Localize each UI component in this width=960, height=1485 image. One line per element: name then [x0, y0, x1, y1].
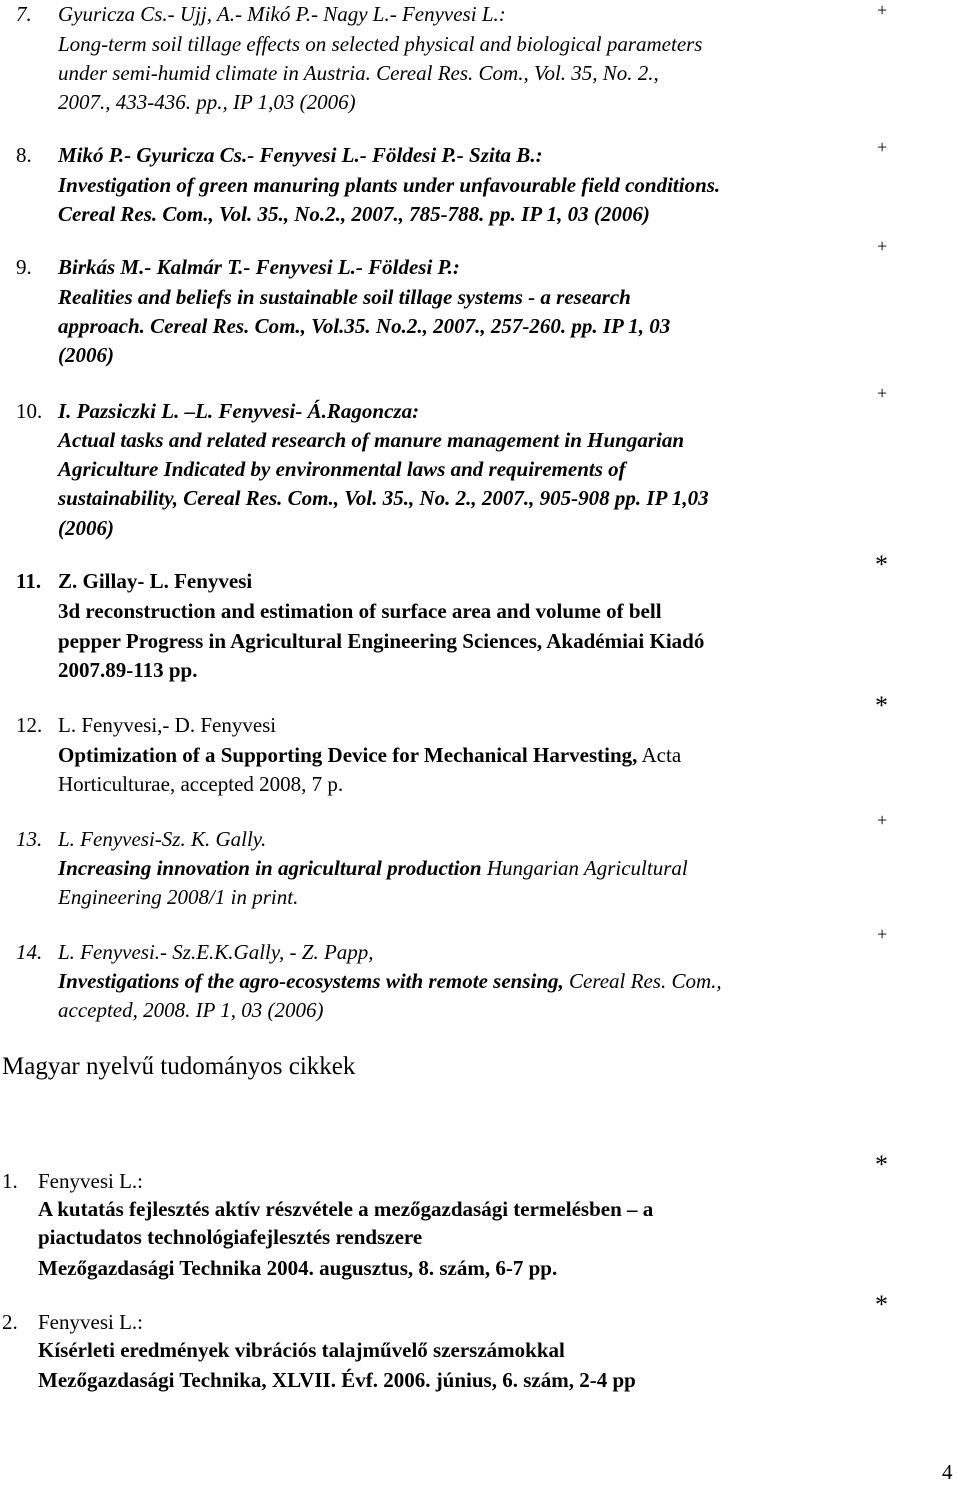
- entry-title-line: Actual tasks and related research of manure management in Hungarian: [58, 428, 685, 452]
- entry-number: 8.: [16, 143, 32, 167]
- entry-title-line: Agriculture Indicated by environmental laws and requirements of: [58, 457, 626, 481]
- entry-number: 1.: [2, 1169, 18, 1193]
- entry-title-line: Long-term soil tillage effects on selected physical and biological parameters: [58, 32, 703, 56]
- entry-citation-line: Mezőgazdasági Technika, XLVII. Évf. 2006. június, 6. szám, 2-4 pp: [38, 1368, 636, 1392]
- entry-citation-line: (2006): [58, 343, 114, 367]
- entry-citation-line: accepted, 2008. IP 1, 03 (2006): [58, 998, 324, 1022]
- entry-title-line: Realities and beliefs in sustainable soil tillage systems - a research: [58, 285, 631, 309]
- entry-citation-line: approach. Cereal Res. Com., Vol.35. No.2., 2007., 257-260. pp. IP 1, 03: [58, 314, 671, 338]
- entry-journal: Cereal Res. Com.,: [563, 969, 722, 993]
- entry-title-line: Kísérleti eredmények vibrációs talajművelő szerszámokkal: [38, 1338, 565, 1362]
- entry-authors: L. Fenyvesi,- D. Fenyvesi: [58, 713, 277, 737]
- entry-journal: Acta: [637, 743, 682, 767]
- entry-authors: I. Pazsiczki L. –L. Fenyvesi- Á.Ragoncza:: [58, 399, 420, 423]
- entry-number: 13.: [16, 827, 43, 851]
- entry-citation-line: Cereal Res. Com., Vol. 35., No.2., 2007., 785-788. pp. IP 1, 03 (2006): [58, 202, 650, 226]
- entry-citation-line: sustainability, Cereal Res. Com., Vol. 35., No. 2., 2007., 905-908 pp. IP 1,03: [58, 486, 709, 510]
- entry-number: 12.: [16, 713, 43, 737]
- rating-mark: +: [877, 0, 888, 20]
- entry-citation-line: Engineering 2008/1 in print.: [58, 885, 299, 909]
- rating-mark: *: [875, 550, 888, 579]
- page-number: 4: [942, 1460, 953, 1484]
- entry-authors: Z. Gillay- L. Fenyvesi: [58, 569, 253, 593]
- entry-authors: Fenyvesi L.:: [38, 1310, 143, 1334]
- entry-title-line: Investigation of green manuring plants under unfavourable field conditions.: [58, 173, 721, 197]
- entry-title: Increasing innovation in agricultural production: [58, 856, 482, 880]
- rating-mark: *: [875, 1290, 888, 1319]
- entry-title-line: under semi-humid climate in Austria. Cereal Res. Com., Vol. 35, No. 2.,: [58, 61, 659, 85]
- section-heading: Magyar nyelvű tudományos cikkek: [2, 1053, 356, 1080]
- entry-citation-line: Horticulturae, accepted 2008, 7 p.: [58, 772, 344, 796]
- entry-title-line: 3d reconstruction and estimation of surface area and volume of bell: [58, 599, 662, 623]
- entry-authors: Gyuricza Cs.- Ujj, A.- Mikó P.- Nagy L.- Fenyvesi L.:: [58, 2, 506, 26]
- rating-mark: +: [877, 924, 888, 944]
- entry-title: Optimization of a Supporting Device for Mechanical Harvesting,: [58, 743, 638, 767]
- entry-number: 11.: [16, 569, 42, 593]
- entry-number: 14.: [16, 940, 43, 964]
- entry-title-line: A kutatás fejlesztés aktív részvétele a mezőgazdasági termelésben – a: [38, 1197, 654, 1221]
- entry-title-line: pepper Progress in Agricultural Engineering Sciences, Akadémiai Kiadó: [58, 629, 705, 653]
- rating-mark: *: [875, 1150, 888, 1179]
- entry-citation-line: (2006): [58, 516, 114, 540]
- entry-number: 9.: [16, 255, 32, 279]
- entry-number: 2.: [2, 1310, 18, 1334]
- rating-mark: *: [875, 691, 888, 720]
- entry-citation-line: 2007.89-113 pp.: [58, 658, 198, 682]
- entry-citation-line: Mezőgazdasági Technika 2004. augusztus, 8. szám, 6-7 pp.: [38, 1256, 558, 1280]
- entry-authors: Birkás M.- Kalmár T.- Fenyvesi L.- Földesi P.:: [58, 255, 460, 279]
- entry-authors: Fenyvesi L.:: [38, 1169, 143, 1193]
- entry-number: 7.: [16, 2, 32, 26]
- rating-mark: +: [877, 810, 888, 830]
- entry-authors: Mikó P.- Gyuricza Cs.- Fenyvesi L.- Földesi P.- Szita B.:: [58, 143, 543, 167]
- entry-title-line: [58, 741, 681, 769]
- entry-title-line: piactudatos technológiafejlesztés rendszere: [38, 1225, 423, 1249]
- entry-authors: L. Fenyvesi-Sz. K. Gally.: [58, 827, 267, 851]
- entry-authors: L. Fenyvesi.- Sz.E.K.Gally, - Z. Papp,: [58, 940, 374, 964]
- entry-title-line: [58, 967, 722, 995]
- rating-mark: +: [877, 137, 888, 157]
- entry-journal: Hungarian Agricultural: [481, 856, 688, 880]
- entry-citation-line: 2007., 433-436. pp., IP 1,03 (2006): [58, 90, 356, 114]
- entry-title: Investigations of the agro-ecosystems with remote sensing,: [58, 969, 564, 993]
- entry-title-line: [58, 854, 688, 882]
- rating-mark: +: [877, 383, 888, 403]
- rating-mark: +: [877, 236, 888, 256]
- entry-number: 10.: [16, 399, 43, 423]
